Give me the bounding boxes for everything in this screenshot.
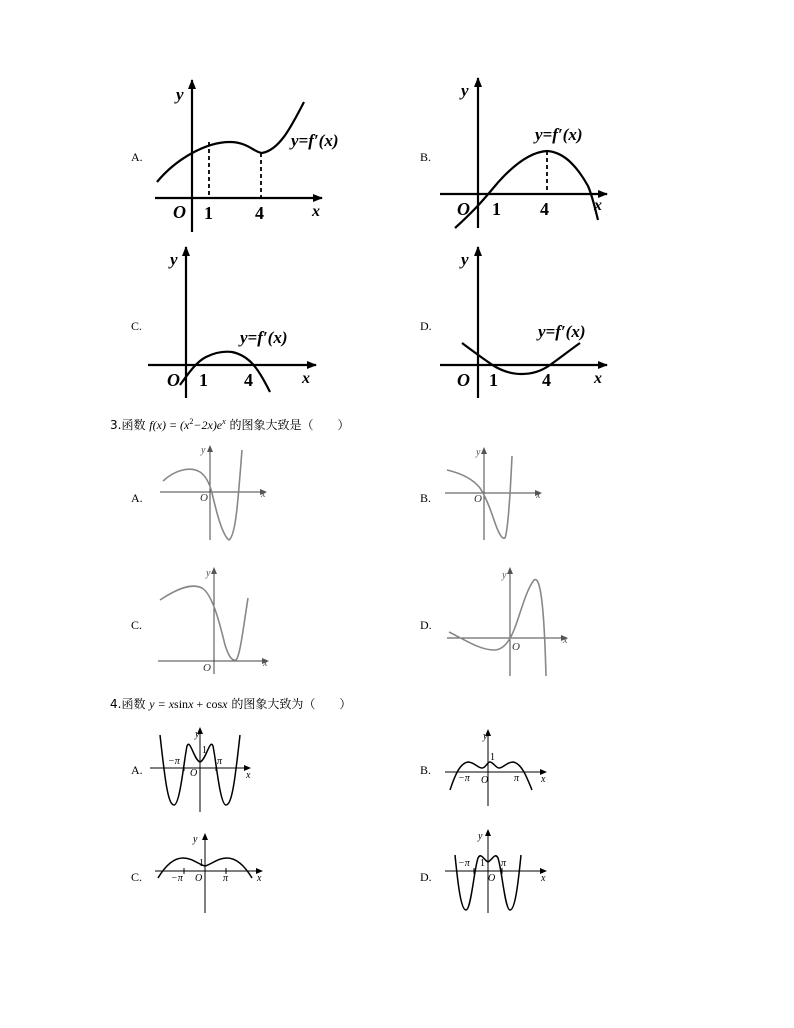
question-3-func-x: (x) = (x bbox=[152, 418, 190, 432]
origin-label: O bbox=[512, 641, 520, 653]
q3-figure-c bbox=[158, 568, 268, 674]
q3-option-b[interactable]: B. bbox=[420, 491, 432, 505]
y-label: y bbox=[201, 445, 206, 456]
question-3-prefix: 函数 bbox=[121, 418, 146, 432]
origin-label: O bbox=[481, 775, 489, 786]
q3-option-d[interactable]: D. bbox=[420, 618, 432, 632]
derivative-curve bbox=[180, 352, 270, 392]
q4-figure-a bbox=[150, 728, 250, 812]
q3-figure-d bbox=[447, 568, 567, 676]
question-4-sin: sin bbox=[174, 697, 189, 711]
x-label: x bbox=[246, 770, 251, 781]
q2-option-b[interactable]: B. bbox=[420, 150, 432, 164]
tick-label-4: 4 bbox=[540, 199, 549, 219]
neg-pi-label: −π bbox=[168, 756, 180, 767]
question-4-func: y = x bbox=[149, 697, 175, 711]
question-3-sup2: 2 bbox=[189, 417, 194, 426]
function-curve bbox=[449, 580, 546, 676]
x-label: x bbox=[302, 370, 310, 387]
y-label: y bbox=[176, 85, 184, 104]
q3-figure-a bbox=[160, 446, 266, 540]
one-label: 1 bbox=[199, 858, 204, 869]
derivative-curve bbox=[157, 102, 304, 182]
origin-label: O bbox=[173, 202, 186, 222]
one-label: 1 bbox=[490, 752, 495, 763]
origin-label: O bbox=[474, 493, 482, 505]
pi-label: π bbox=[223, 873, 229, 884]
x-label: x bbox=[536, 490, 541, 501]
x-label: x bbox=[263, 658, 268, 669]
question-4-x3: x bbox=[222, 697, 228, 711]
x-label: x bbox=[257, 873, 262, 884]
neg-pi-label: −π bbox=[458, 858, 470, 869]
q4-option-d[interactable]: D. bbox=[420, 870, 432, 884]
origin-label: O bbox=[457, 370, 470, 390]
question-3-func-f: f bbox=[149, 418, 153, 432]
curve-label: y=f′(x) bbox=[538, 322, 586, 341]
question-4-prefix: 函数 bbox=[121, 697, 146, 711]
x-label: x bbox=[261, 489, 266, 500]
y-label: y bbox=[483, 731, 488, 742]
origin-label: O bbox=[190, 768, 198, 779]
derivative-curve bbox=[462, 343, 580, 374]
x-label: x bbox=[594, 197, 602, 214]
q4-figure-b bbox=[445, 730, 546, 806]
origin-label: O bbox=[488, 873, 496, 884]
q2-option-a[interactable]: A. bbox=[131, 150, 143, 164]
origin-label: O bbox=[167, 370, 180, 390]
tick-label-1: 1 bbox=[492, 199, 501, 219]
curve-label: y=f′(x) bbox=[240, 328, 288, 347]
question-4-suffix: 的图象大致为（ ） bbox=[231, 697, 352, 711]
pi-label: π bbox=[217, 756, 223, 767]
x-label: x bbox=[312, 203, 320, 220]
tick-label-1: 1 bbox=[199, 370, 208, 390]
curve-label: y=f′(x) bbox=[291, 131, 339, 150]
curve-label: y=f′(x) bbox=[535, 125, 583, 144]
y-label: y bbox=[478, 831, 483, 842]
function-curve bbox=[160, 586, 248, 660]
x-label: x bbox=[541, 873, 546, 884]
neg-pi-label: −π bbox=[171, 873, 183, 884]
q4-option-c[interactable]: C. bbox=[131, 870, 143, 884]
y-label: y bbox=[193, 834, 198, 845]
question-3-suffix: 的图象大致是（ ） bbox=[229, 418, 350, 432]
q4-option-a[interactable]: A. bbox=[131, 763, 143, 777]
q2-option-d[interactable]: D. bbox=[420, 319, 432, 333]
origin-label: O bbox=[200, 492, 208, 504]
question-4-x2: x bbox=[188, 697, 194, 711]
y-label: y bbox=[461, 81, 469, 100]
tick-label-1: 1 bbox=[489, 370, 498, 390]
question-3-func-mid: −2x)e bbox=[193, 418, 223, 432]
q3-figure-b bbox=[445, 448, 541, 540]
pi-label: π bbox=[501, 858, 507, 869]
y-label: y bbox=[195, 729, 200, 740]
y-label: y bbox=[476, 447, 481, 458]
question-3-number: 3. bbox=[110, 418, 122, 432]
question-4-plus-cos: + cos bbox=[193, 697, 223, 711]
tick-label-4: 4 bbox=[255, 203, 264, 223]
pi-label: π bbox=[514, 773, 520, 784]
y-label: y bbox=[206, 568, 211, 579]
x-label: x bbox=[541, 774, 546, 785]
derivative-curve bbox=[455, 151, 598, 228]
neg-pi-label: −π bbox=[458, 773, 470, 784]
origin-label: O bbox=[203, 662, 211, 674]
question-4-number: 4. bbox=[110, 697, 122, 711]
q3-option-c[interactable]: C. bbox=[131, 618, 143, 632]
y-label: y bbox=[461, 250, 469, 269]
origin-label: O bbox=[195, 873, 203, 884]
tick-label-4: 4 bbox=[542, 370, 551, 390]
one-label: 1 bbox=[480, 858, 485, 869]
x-label: x bbox=[563, 635, 568, 646]
y-label: y bbox=[502, 570, 507, 581]
tick-label-4: 4 bbox=[244, 370, 253, 390]
q4-option-b[interactable]: B. bbox=[420, 763, 432, 777]
one-label: 1 bbox=[202, 745, 207, 756]
tick-label-1: 1 bbox=[204, 203, 213, 223]
q3-option-a[interactable]: A. bbox=[131, 491, 143, 505]
question-3-supx: x bbox=[222, 417, 226, 426]
origin-label: O bbox=[457, 199, 470, 219]
x-label: x bbox=[594, 370, 602, 387]
q2-option-c[interactable]: C. bbox=[131, 319, 143, 333]
q4-figure-d bbox=[445, 830, 546, 913]
y-label: y bbox=[170, 250, 178, 269]
